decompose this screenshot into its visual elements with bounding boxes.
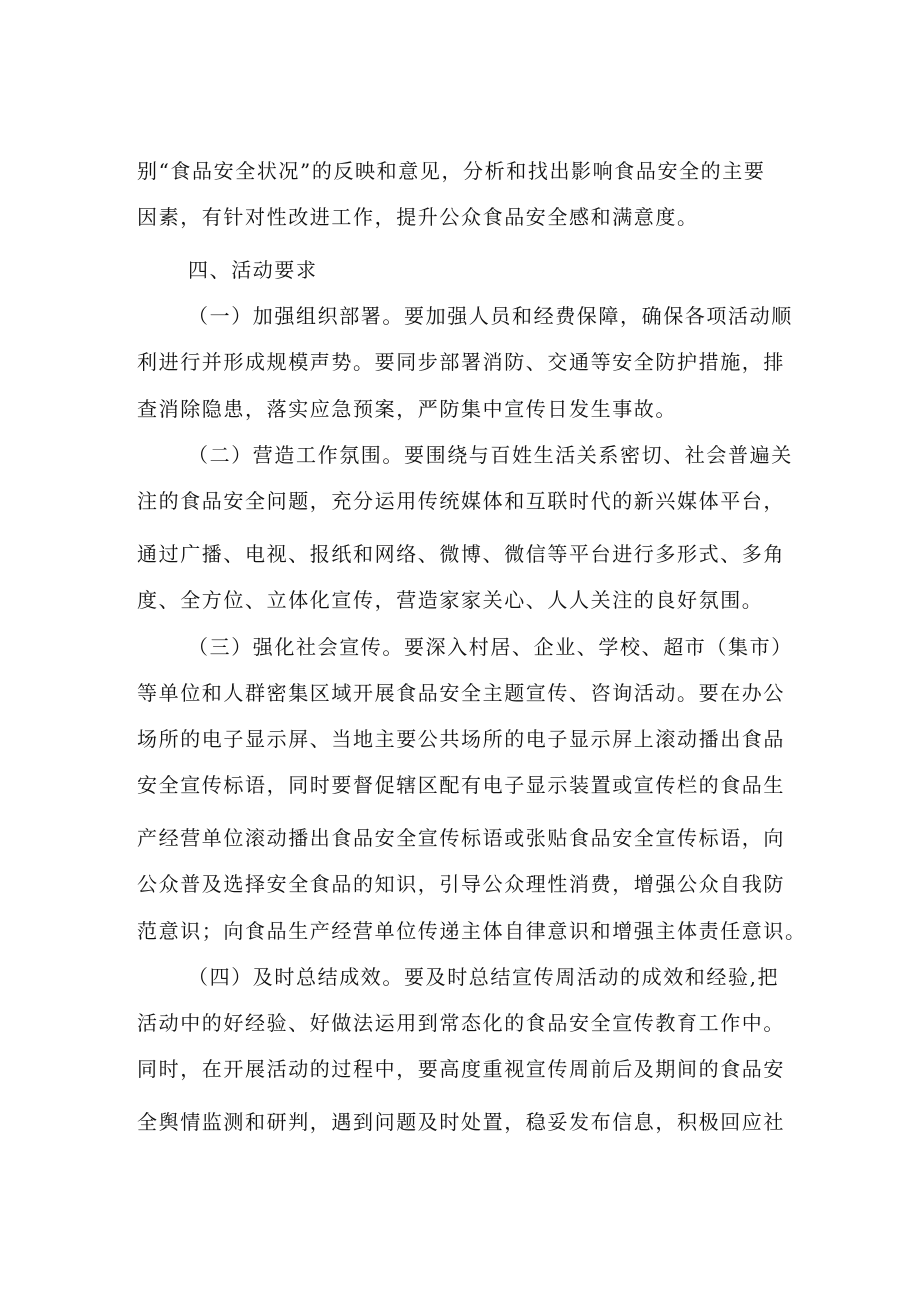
text-line: 通过广播、电视、报纸和网络、微博、微信等平台进行多形式、多角 [137,542,785,566]
text-line: 公众普及选择安全食品的知识，引导公众理性消费，增强公众自我防 [137,872,785,896]
text-line: 安全宣传标语，同时要督促辖区配有电子显示装置或宣传栏的食品生 [137,773,785,797]
text-line: （一）加强组织部署。要加强人员和经费保障，确保各项活动顺 [188,304,793,328]
text-line: 场所的电子显示屏、当地主要公共场所的电子显示屏上滚动播出食品 [137,727,785,751]
text-line: 活动中的好经验、好做法运用到常态化的食品安全宣传教育工作中。 [137,1011,785,1035]
text-line: 等单位和人群密集区域开展食品安全主题宣传、咨询活动。要在办公 [137,681,785,705]
text-line: 别“食品安全状况”的反映和意见，分析和找出影响食品安全的主要 [137,159,766,183]
text-line: 因素，有针对性改进工作，提升公众食品安全感和满意度。 [137,205,699,229]
text-line: 范意识；向食品生产经营单位传递主体自律意识和增强主体责任意识。 [137,919,807,943]
text-line: 注的食品安全问题，充分运用传统媒体和互联时代的新兴媒体平台， [137,489,785,513]
text-line: 度、全方位、立体化宣传，营造家家关心、人人关注的良好氛围。 [137,588,764,612]
text-line: 查消除隐患，落实应急预案，严防集中宣传日发生事故。 [137,397,677,421]
text-line: 产经营单位滚动播出食品安全宣传标语或张贴食品安全宣传标语，向 [137,826,785,850]
text-line: （二）营造工作氛围。要围绕与百姓生活关系密切、社会普遍关 [188,443,793,467]
text-line: 同时，在开展活动的过程中，要高度重视宣传周前后及期间的食品安 [137,1057,785,1081]
text-line: （三）强化社会宣传。要深入村居、企业、学校、超市（集市） [188,635,793,659]
section-heading: 四、活动要求 [188,258,318,282]
text-line: （四）及时总结成效。要及时总结宣传周活动的成效和经验,把 [188,965,780,989]
text-line: 利进行并形成规模声势。要同步部署消防、交通等安全防护措施，排 [137,350,785,374]
text-line: 全舆情监测和研判，遇到问题及时处置，稳妥发布信息，积极回应社 [137,1110,785,1134]
